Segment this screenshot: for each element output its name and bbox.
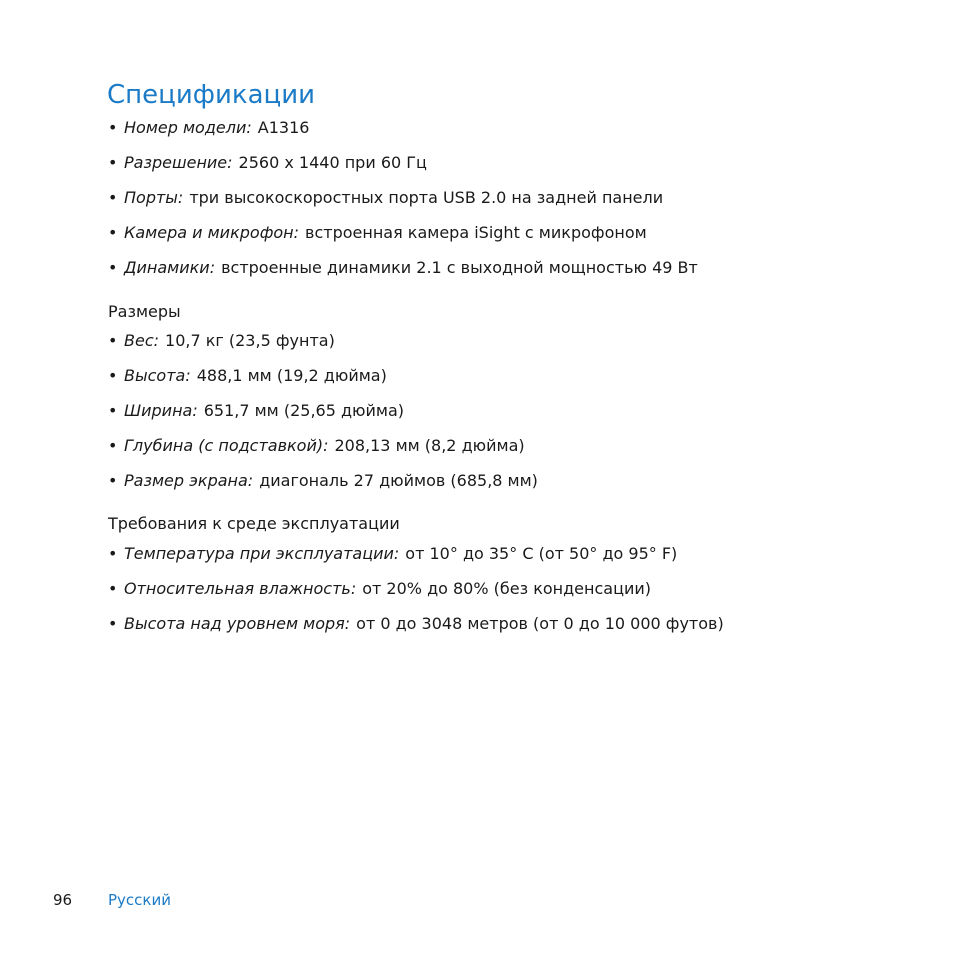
bullet-icon: • xyxy=(108,118,118,137)
spec-value: от 0 до 3048 метров (от 0 до 10 000 футов) xyxy=(356,614,724,633)
environment-heading: Требования к среде эксплуатации xyxy=(108,514,400,533)
spec-value: 488,1 мм (19,2 дюйма) xyxy=(196,366,387,385)
spec-item-screen-size xyxy=(108,471,538,506)
bullet-icon: • xyxy=(108,188,118,207)
bullet-icon: • xyxy=(108,471,118,490)
spec-value: три высокоскоростных порта USB 2.0 на задней панели xyxy=(189,188,664,207)
spec-label: Высота: xyxy=(124,366,191,385)
bullet-icon: • xyxy=(108,331,118,350)
spec-value: встроенные динамики 2.1 с выходной мощностью 49 Вт xyxy=(221,258,698,277)
spec-item-ports xyxy=(108,188,698,223)
bullet-icon: • xyxy=(108,223,118,242)
dimensions-spec-list xyxy=(108,331,538,506)
spec-label: Динамики: xyxy=(124,258,216,277)
spec-item-model xyxy=(108,118,698,153)
environment-spec-list xyxy=(108,544,724,649)
spec-label: Относительная влажность: xyxy=(124,579,357,598)
spec-value: диагональ 27 дюймов (685,8 мм) xyxy=(259,471,538,490)
spec-item-height xyxy=(108,366,538,401)
spec-value: 651,7 мм (25,65 дюйма) xyxy=(203,401,405,420)
page-title: Спецификации xyxy=(107,80,315,110)
spec-label: Разрешение: xyxy=(124,153,233,172)
spec-label: Вес: xyxy=(124,331,160,350)
spec-label: Температура при эксплуатации: xyxy=(124,544,400,563)
spec-item-weight xyxy=(108,331,538,366)
spec-value: 2560 x 1440 при 60 Гц xyxy=(238,153,427,172)
general-spec-list xyxy=(108,118,698,293)
page-number: 96 xyxy=(53,891,73,909)
spec-item-humidity xyxy=(108,579,724,614)
bullet-icon: • xyxy=(108,258,118,277)
bullet-icon: • xyxy=(108,366,118,385)
footer-language: Русский xyxy=(108,891,171,909)
bullet-icon: • xyxy=(108,579,118,598)
spec-item-width xyxy=(108,401,538,436)
spec-item-depth xyxy=(108,436,538,471)
bullet-icon: • xyxy=(108,401,118,420)
spec-value: встроенная камера iSight с микрофоном xyxy=(305,223,647,242)
bullet-icon: • xyxy=(108,544,118,563)
spec-value: от 20% до 80% (без конденсации) xyxy=(362,579,652,598)
spec-label: Номер модели: xyxy=(124,118,252,137)
page-footer xyxy=(53,890,171,910)
spec-label: Камера и микрофон: xyxy=(124,223,300,242)
spec-item-resolution xyxy=(108,153,698,188)
spec-item-camera xyxy=(108,223,698,258)
spec-label: Ширина: xyxy=(124,401,198,420)
spec-label: Высота над уровнем моря: xyxy=(124,614,351,633)
bullet-icon: • xyxy=(108,436,118,455)
spec-value: 10,7 кг (23,5 фунта) xyxy=(165,331,335,350)
spec-value: A1316 xyxy=(257,118,310,137)
dimensions-heading: Размеры xyxy=(108,302,181,321)
spec-label: Глубина (с подставкой): xyxy=(124,436,329,455)
spec-item-speakers xyxy=(108,258,698,293)
spec-item-temperature xyxy=(108,544,724,579)
spec-value: от 10° до 35° C (от 50° до 95° F) xyxy=(405,544,678,563)
bullet-icon: • xyxy=(108,153,118,172)
spec-label: Порты: xyxy=(124,188,184,207)
spec-item-altitude xyxy=(108,614,724,649)
spec-label: Размер экрана: xyxy=(124,471,254,490)
spec-value: 208,13 мм (8,2 дюйма) xyxy=(334,436,525,455)
bullet-icon: • xyxy=(108,614,118,633)
